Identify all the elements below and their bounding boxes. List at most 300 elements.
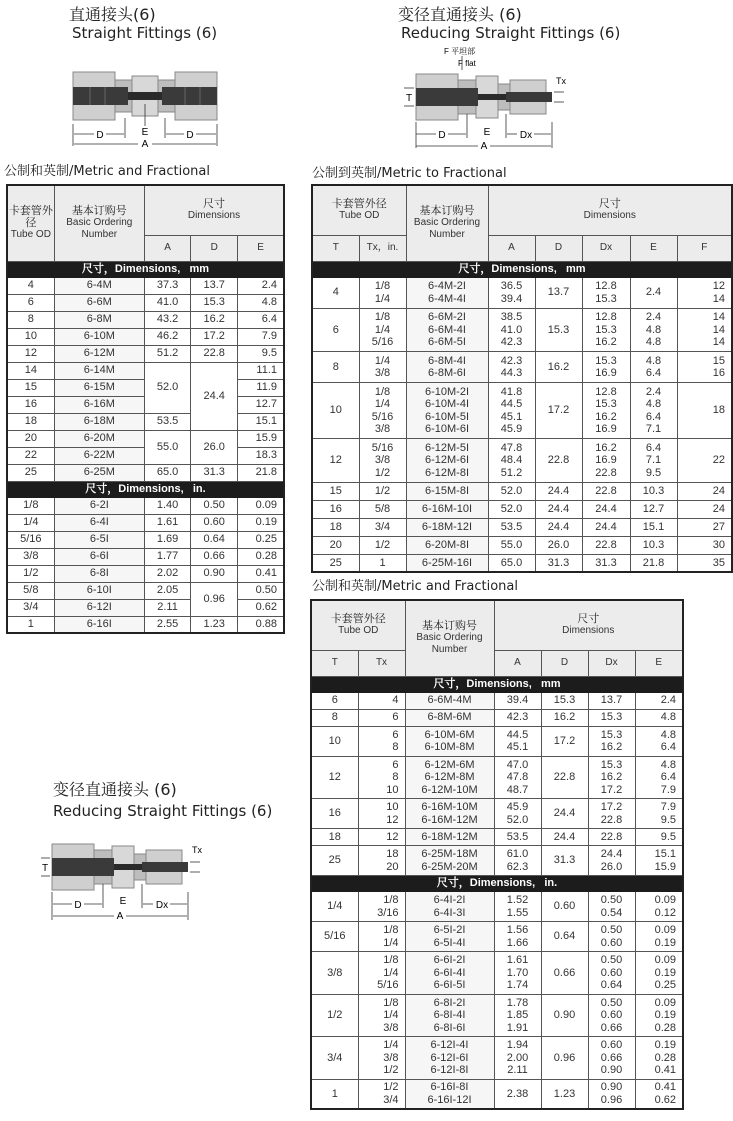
cell-tube-od: 1 [7,616,54,633]
cell-a: 1.77 [144,548,190,565]
band-space [180,263,189,275]
header-ordering-number: 基本订购号 Basic Ordering Number [54,185,144,261]
cell-ordering-number: 6-8M-4I 6-8M-6I [406,352,488,383]
cell-ordering-number: 6-12I-4I 6-12I-6I 6-12I-8I [405,1037,494,1080]
table-row [7,328,284,345]
table-row [311,922,683,952]
cell-ordering-number: 6-16M-10M 6-16M-12M [405,799,494,829]
table-row [312,308,732,352]
table-row [311,756,683,799]
band-sep: ， [458,877,470,890]
cell-d: 16.2 [541,709,588,726]
cell-tube-od: 20 [7,430,54,447]
band-space [557,263,566,275]
cell-dx: 0.50 0.60 0.64 [588,952,635,995]
cell-e: 6.4 7.1 9.5 [630,439,677,483]
cell-t: 1 [311,1079,358,1109]
cell-a: 53.5 [144,413,190,430]
cell-ordering-number: 6-6I [54,548,144,565]
cell-tx: 1/4 3/8 [359,352,406,383]
band-sep: ， [455,677,467,690]
cell-tx: 3/4 [359,518,406,536]
cell-d: 0.60 [541,892,588,922]
cell-d: 0.66 [191,548,238,565]
table-row [7,430,284,447]
cell-d: 0.96 [191,582,238,616]
cell-ordering-number: 6-25M-16I [406,554,488,572]
cell-d: 24.4 [535,518,582,536]
cell-a: 39.4 [494,692,541,709]
cell-e: 11.9 [238,379,284,396]
cell-dx: 15.3 16.2 [588,726,635,756]
cell-a: 46.2 [144,328,190,345]
table-row [311,1037,683,1080]
cell-dx: 0.50 0.60 0.66 [588,994,635,1037]
cell-ordering-number: 6-5I [54,531,144,548]
band-cn: 尺寸 [85,482,108,495]
table-row [311,709,683,726]
cell-d: 15.3 [535,308,582,352]
dim-label-e: E [119,896,127,907]
header-a: A [494,650,541,676]
cell-tube-od: 25 [7,464,54,481]
band-en: Dimensions, [469,877,536,890]
cell-ordering-number: 6-18M-12I [406,518,488,536]
cell-f: 35 [677,554,732,572]
table-row [7,497,284,514]
units-band-label [312,261,732,277]
band-cn: 尺寸 [458,262,481,275]
cell-e: 4.8 6.4 7.9 [635,756,683,799]
cell-a: 1.78 1.85 1.91 [494,994,541,1037]
cell-f: 18 [677,383,732,439]
cell-tx: 1/8 1/4 [359,277,406,308]
cell-tx: 1/8 1/4 [358,922,405,952]
cell-tx: 1/8 1/4 3/8 [358,994,405,1037]
cell-tx: 6 [358,709,405,726]
cell-dx: 24.4 [582,500,630,518]
cell-tx: 12 [358,829,405,846]
band-en: Dimensions, [118,482,184,495]
cell-a: 1.40 [144,497,190,514]
cell-d: 22.8 [535,439,582,483]
cell-a: 1.69 [144,531,190,548]
cell-t: 10 [311,726,358,756]
band-sep: ， [107,482,119,495]
cell-a: 52.0 [488,482,535,500]
cell-d: 22.8 [191,345,238,362]
cell-tube-od: 5/8 [7,582,54,599]
header-d: D [191,235,238,261]
cell-e: 0.25 [238,531,284,548]
table-row [7,565,284,582]
table3-section-title: 公制和英制/Metric and Fractional [312,579,518,594]
cell-t: 4 [312,277,359,308]
table-row [7,514,284,531]
cell-tube-od: 5/16 [7,531,54,548]
band-space [532,678,541,690]
straight-fitting-diagram [70,68,220,148]
cell-ordering-number: 6-14M [54,362,144,379]
table-row [311,726,683,756]
cell-tx: 1/4 3/8 1/2 [358,1037,405,1080]
cell-dx: 12.8 15.3 16.2 16.9 [582,383,630,439]
cell-t: 16 [311,799,358,829]
straight-fittings-title-cn: 直通接头(6) [69,5,156,24]
cell-a: 2.11 [144,599,190,616]
cell-ordering-number: 6-20M [54,430,144,447]
cell-a: 2.02 [144,565,190,582]
table-row [312,352,732,383]
cell-d: 24.4 [535,482,582,500]
cell-ordering-number: 6-4I-2I 6-4I-3I [405,892,494,922]
units-band-label [7,481,284,497]
header-t: T [311,650,358,676]
cell-tx: 18 20 [358,846,405,876]
cell-ordering-number: 6-8I-2I 6-8I-4I 6-8I-6I [405,994,494,1037]
cell-ordering-number: 6-10I [54,582,144,599]
cell-tx: 1/2 [359,482,406,500]
cell-ordering-number: 6-16M [54,396,144,413]
cell-e: 15.9 [238,430,284,447]
header-tube-od: 卡套管外径 Tube OD [7,185,54,261]
cell-ordering-number: 6-25M-18M 6-25M-20M [405,846,494,876]
reducing-fittings-title-en: Reducing Straight Fittings (6) [401,24,621,42]
cell-tx: 1/8 1/4 5/16 [358,952,405,995]
table-row [7,362,284,379]
cell-tube-od: 4 [7,277,54,294]
table-reducing-metric-fractional [310,599,684,1110]
dim-label-dx: Dx [155,900,169,911]
header-d: D [541,650,588,676]
table-row [312,277,732,308]
cell-e: 0.19 [238,514,284,531]
cell-d: 15.3 [541,692,588,709]
table-row [312,383,732,439]
table-row [7,548,284,565]
reducing-fittings-2-title-en: Reducing Straight Fittings (6) [53,802,273,820]
header-a: A [488,235,535,261]
cell-a: 42.3 44.3 [488,352,535,383]
header-t: T [312,235,359,261]
cell-a: 41.0 [144,294,190,311]
cell-a: 61.0 62.3 [494,846,541,876]
cell-tube-od: 3/4 [7,599,54,616]
table-row [312,536,732,554]
dim-label-a: A [141,139,149,150]
cell-a: 53.5 [488,518,535,536]
cell-tube-od: 10 [7,328,54,345]
cell-dx: 15.3 16.9 [582,352,630,383]
cell-a: 42.3 [494,709,541,726]
cell-a: 2.55 [144,616,190,633]
header-dx: Dx [588,650,635,676]
cell-d: 17.2 [191,328,238,345]
cell-t: 18 [312,518,359,536]
cell-dx: 24.4 26.0 [588,846,635,876]
dim-label-t: T [406,93,413,104]
cell-a: 52.0 [488,500,535,518]
cell-tube-od: 22 [7,447,54,464]
cell-e: 7.9 9.5 [635,799,683,829]
fitting-body-icon [52,844,188,890]
cell-ordering-number: 6-4I [54,514,144,531]
cell-dx: 0.90 0.96 [588,1079,635,1109]
cell-dx: 24.4 [582,518,630,536]
cell-t: 1/4 [311,892,358,922]
cell-ordering-number: 6-10M-2I 6-10M-4I 6-10M-5I 6-10M-6I [406,383,488,439]
cell-d: 24.4 [541,799,588,829]
cell-e: 15.1 [630,518,677,536]
cell-a: 2.38 [494,1079,541,1109]
header-ordering-number: 基本订购号 Basic Ordering Number [405,600,494,676]
cell-a: 47.0 47.8 48.7 [494,756,541,799]
cell-d: 16.2 [191,311,238,328]
cell-t: 20 [312,536,359,554]
dim-label-tx: Tx [556,76,566,86]
cell-f: 15 16 [677,352,732,383]
cell-ordering-number: 6-5I-2I 6-5I-4I [405,922,494,952]
dim-label-a: A [116,911,124,922]
cell-e: 0.41 0.62 [635,1079,683,1109]
cell-d: 26.0 [191,430,238,464]
table-row [312,518,732,536]
cell-e: 2.4 4.8 6.4 7.1 [630,383,677,439]
cell-a: 65.0 [488,554,535,572]
cell-d: 13.7 [191,277,238,294]
fitting-body-icon [416,74,552,120]
cell-a: 52.0 [144,362,190,413]
band-unit: mm [541,677,561,690]
header-e: E [630,235,677,261]
cell-e: 2.4 4.8 4.8 [630,308,677,352]
cell-tx: 1 [359,554,406,572]
cell-a: 51.2 [144,345,190,362]
cell-e: 0.50 [238,582,284,599]
cell-t: 12 [312,439,359,483]
cell-ordering-number: 6-6M-4M [405,692,494,709]
cell-ordering-number: 6-16M-10I [406,500,488,518]
cell-a: 45.9 52.0 [494,799,541,829]
cell-ordering-number: 6-25M [54,464,144,481]
units-band-label [311,876,683,892]
cell-d: 24.4 [541,829,588,846]
cell-d: 31.3 [191,464,238,481]
cell-e: 9.5 [238,345,284,362]
units-band-label [311,676,683,692]
cell-tx: 6 8 10 [358,756,405,799]
cell-t: 6 [312,308,359,352]
table-row [311,1079,683,1109]
cell-f: 24 [677,482,732,500]
header-tube-od: 卡套管外径 Tube OD [311,600,405,650]
cell-e: 2.4 [630,277,677,308]
cell-e: 12.7 [238,396,284,413]
band-cn: 尺寸 [436,877,459,890]
units-band [312,261,732,277]
cell-dx: 0.60 0.66 0.90 [588,1037,635,1080]
table-row [311,799,683,829]
cell-ordering-number: 6-20M-8I [406,536,488,554]
dim-label-tx: Tx [192,845,202,855]
band-en: Dimensions, [491,262,557,275]
header-tx: Tx，in. [359,235,406,261]
cell-e: 12.7 [630,500,677,518]
cell-e: 9.5 [635,829,683,846]
cell-f: 27 [677,518,732,536]
band-space [184,483,193,495]
band-en: Dimensions, [466,677,532,690]
cell-d: 17.2 [535,383,582,439]
band-space [535,877,544,889]
cell-dx: 15.3 [588,709,635,726]
cell-a: 44.5 45.1 [494,726,541,756]
cell-e: 18.3 [238,447,284,464]
cell-d: 0.90 [541,994,588,1037]
units-band [7,261,284,277]
cell-a: 37.3 [144,277,190,294]
cell-tube-od: 8 [7,311,54,328]
dim-label-d: D [74,900,82,911]
table-metric-to-fractional [311,184,733,573]
cell-dx: 0.50 0.60 [588,922,635,952]
cell-e: 2.4 [238,277,284,294]
cell-ordering-number: 6-2I [54,497,144,514]
cell-e: 0.41 [238,565,284,582]
cell-dx: 13.7 [588,692,635,709]
cell-t: 16 [312,500,359,518]
cell-a: 36.5 39.4 [488,277,535,308]
cell-t: 3/8 [311,952,358,995]
cell-t: 25 [311,846,358,876]
cell-ordering-number: 6-10M-6M 6-10M-8M [405,726,494,756]
cell-e: 0.09 0.19 [635,922,683,952]
cell-tube-od: 14 [7,362,54,379]
header-dimensions: 尺寸 Dimensions [488,185,732,235]
table-row [7,345,284,362]
units-band [7,481,284,497]
cell-e: 0.09 0.12 [635,892,683,922]
header-tx: Tx [358,650,405,676]
cell-a: 1.94 2.00 2.11 [494,1037,541,1080]
cell-a: 38.5 41.0 42.3 [488,308,535,352]
cell-ordering-number: 6-12M [54,345,144,362]
cell-a: 53.5 [494,829,541,846]
cell-ordering-number: 6-18M [54,413,144,430]
header-dx: Dx [582,235,630,261]
table-row [311,892,683,922]
cell-d: 26.0 [535,536,582,554]
cell-ordering-number: 6-15M-8I [406,482,488,500]
cell-a: 55.0 [144,430,190,464]
cell-f: 30 [677,536,732,554]
cell-ordering-number: 6-15M [54,379,144,396]
table-row [312,482,732,500]
cell-ordering-number: 6-16I-8I 6-16I-12I [405,1079,494,1109]
cell-tx: 6 8 [358,726,405,756]
header-ordering-number: 基本订购号 Basic Ordering Number [406,185,488,261]
cell-tx: 1/8 1/4 5/16 3/8 [359,383,406,439]
cell-d: 1.23 [191,616,238,633]
band-cn: 尺寸 [81,262,104,275]
table-row [7,311,284,328]
cell-dx: 12.8 15.3 16.2 [582,308,630,352]
cell-t: 10 [312,383,359,439]
cell-e: 0.19 0.28 0.41 [635,1037,683,1080]
table-row [312,500,732,518]
table-row [311,994,683,1037]
band-cn: 尺寸 [433,677,456,690]
dim-label-e: E [141,127,149,138]
cell-tube-od: 12 [7,345,54,362]
cell-tx: 1/8 3/16 [358,892,405,922]
cell-dx: 22.8 [582,482,630,500]
cell-dx: 12.8 15.3 [582,277,630,308]
cell-d: 31.3 [535,554,582,572]
cell-a: 1.52 1.55 [494,892,541,922]
cell-t: 1/2 [311,994,358,1037]
table-row [7,277,284,294]
header-tube-od: 卡套管外径 Tube OD [312,185,406,235]
table-row [7,464,284,481]
f-flat-label-cn: F 平坦部 [444,47,476,56]
cell-e: 0.09 [238,497,284,514]
cell-e: 0.09 0.19 0.28 [635,994,683,1037]
cell-tx: 4 [358,692,405,709]
cell-e: 4.8 [238,294,284,311]
cell-d: 31.3 [541,846,588,876]
cell-e: 2.4 [635,692,683,709]
cell-a: 47.8 48.4 51.2 [488,439,535,483]
band-sep: ， [103,262,115,275]
table1-section-title: 公制和英制/Metric and Fractional [4,164,210,179]
cell-ordering-number: 6-6M-2I 6-6M-4I 6-6M-5I [406,308,488,352]
cell-d: 13.7 [535,277,582,308]
table-row [7,599,284,616]
units-band-label [7,261,284,277]
cell-ordering-number: 6-6I-2I 6-6I-4I 6-6I-5I [405,952,494,995]
cell-t: 15 [312,482,359,500]
cell-e: 0.28 [238,548,284,565]
cell-ordering-number: 6-8M [54,311,144,328]
table-straight-fittings [6,184,285,634]
cell-a: 2.05 [144,582,190,599]
cell-ordering-number: 6-12I [54,599,144,616]
cell-a: 1.61 [144,514,190,531]
cell-ordering-number: 6-12M-5I 6-12M-6I 6-12M-8I [406,439,488,483]
cell-ordering-number: 6-8I [54,565,144,582]
cell-a: 41.8 44.5 45.1 45.9 [488,383,535,439]
cell-ordering-number: 6-16I [54,616,144,633]
band-unit: mm [566,262,586,275]
cell-d: 24.4 [535,500,582,518]
table-row [311,846,683,876]
cell-t: 25 [312,554,359,572]
cell-tx: 5/16 3/8 1/2 [359,439,406,483]
reducing-fittings-title-cn: 变径直通接头 (6) [398,5,522,24]
cell-d: 17.2 [541,726,588,756]
cell-e: 10.3 [630,482,677,500]
units-band [311,676,683,692]
band-en: Dimensions, [114,262,181,275]
cell-dx: 22.8 [582,536,630,554]
cell-ordering-number: 6-4M-2I 6-4M-4I [406,277,488,308]
cell-d: 0.50 [191,497,238,514]
cell-f: 12 14 [677,277,732,308]
cell-e: 15.1 [238,413,284,430]
cell-tx: 10 12 [358,799,405,829]
table-row [7,582,284,599]
